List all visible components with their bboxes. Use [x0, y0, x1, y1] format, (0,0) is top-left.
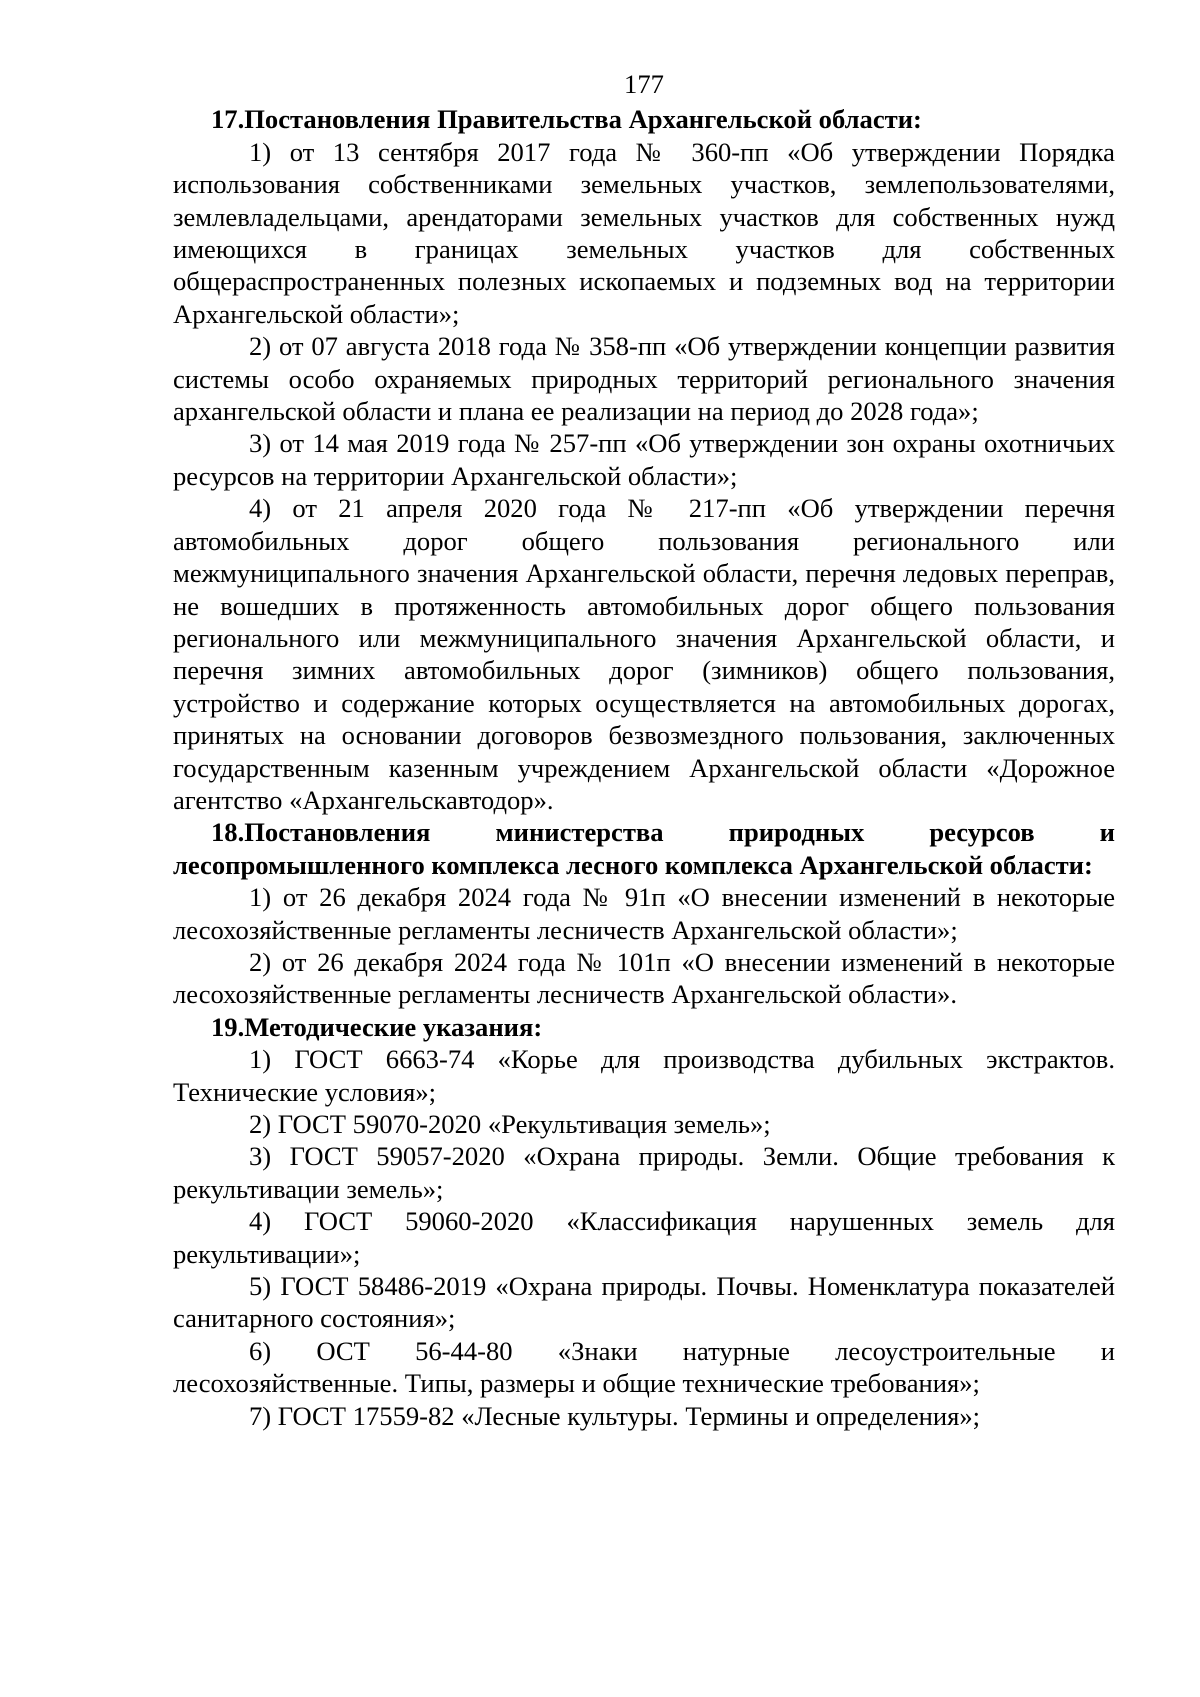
page-number: 177	[624, 69, 664, 99]
list-item: 2) от 07 августа 2018 года № 358-пп «Об утверждении концепции развития системы особо охраняемых природных территорий регионального значения архангельской области и плана ее реализации на период до 2028 года»;	[173, 331, 1115, 427]
section-heading-18: 18.Постановления министерства природных ресурсов и лесопромышленного комплекса лесного комплекса Архангельской области:	[173, 817, 1115, 880]
section-heading-17: 17.Постановления Правительства Архангельской области:	[211, 104, 922, 135]
list-item: 3) ГОСТ 59057-2020 «Охрана природы. Земли. Общие требования к рекультивации земель»;	[173, 1141, 1115, 1204]
document-page	[173, 68, 1115, 1432]
list-item: 5) ГОСТ 58486-2019 «Охрана природы. Почвы. Номенклатура показателей санитарного состояния»;	[173, 1271, 1115, 1334]
list-item: 1) от 13 сентября 2017 года № 360-пп «Об утверждении Порядка использования собственниками земельных участков, землепользователями, землевладельцами, арендаторами земельных участков для собственных нужд имеющихся в границах земельных участков для собственных общераспространенных полезных ископаемых и подземных вод на территории Архангельской области»;	[173, 136, 1115, 329]
list-item: 4) ГОСТ 59060-2020 «Классификация нарушенных земель для рекультивации»;	[173, 1206, 1115, 1269]
list-item: 3) от 14 мая 2019 года № 257-пп «Об утверждении зон охраны охотничьих ресурсов на территории Архангельской области»;	[173, 428, 1115, 491]
list-item: 1) ГОСТ 6663-74 «Корье для производства дубильных экстрактов. Технические условия»;	[173, 1044, 1115, 1107]
list-item: 2) от 26 декабря 2024 года № 101п «О внесении изменений в некоторые лесохозяйственные регламенты лесничеств Архангельской области».	[173, 946, 1115, 1010]
list-item: 2) ГОСТ 59070-2020 «Рекультивация земель»;	[249, 1109, 771, 1139]
list-item: 7) ГОСТ 17559-82 «Лесные культуры. Термины и определения»;	[249, 1400, 981, 1431]
list-item: 4) от 21 апреля 2020 года № 217-пп «Об утверждении перечня автомобильных дорог общего пользования регионального или межмуниципального значения Архангельской области, перечня ледовых переправ, не вошедших в протяженность автомобильных дорог общего пользования регионального или межмуниципального значения Архангельской области, и перечня зимних автомобильных дорог (зимников) общего пользования, устройство и содержание которых осуществляется на автомобильных дорогах, принятых на основании договоров безвозмездного пользования, заключенных государственным казенным учреждением Архангельской области «Дорожное агентство «Архангельскавтодор».	[173, 493, 1115, 815]
list-item: 1) от 26 декабря 2024 года № 91п «О внесении изменений в некоторые лесохозяйственные регламенты лесничеств Архангельской области»;	[173, 882, 1115, 945]
section-heading-19: 19.Методические указания:	[211, 1011, 543, 1042]
list-item: 6) ОСТ 56-44-80 «Знаки натурные лесоустроительные и лесохозяйственные. Типы, размеры и общие технические требования»;	[173, 1335, 1115, 1399]
